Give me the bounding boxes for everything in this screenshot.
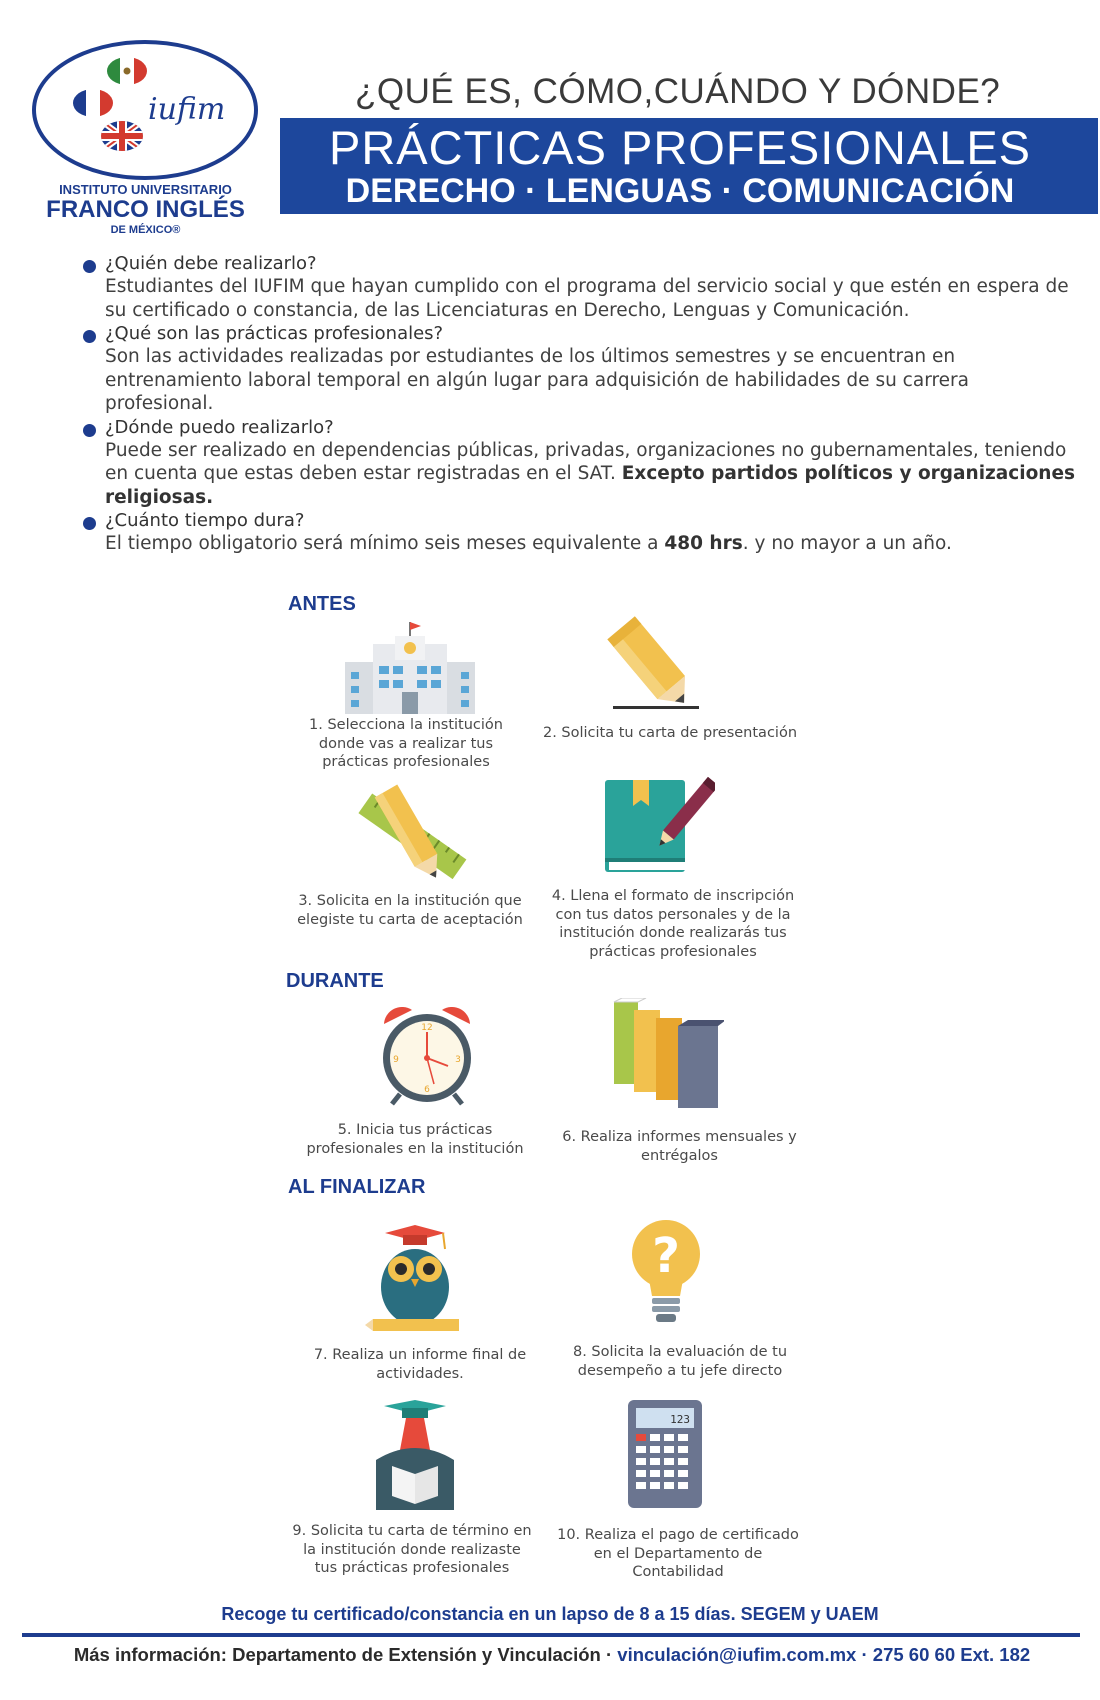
faq-question: ¿Quién debe realizarlo? [105, 253, 317, 274]
faq-question: ¿Qué son las prácticas profesionales? [105, 323, 444, 344]
section-antes: ANTES [288, 593, 356, 615]
faq-answer: Estudiantes del IUFIM que hayan cumplido con el programa del servicio social y que estén en espera de su certificado o constancia, de las Licenciaturas en Derecho, Lenguas y Comunicación. [105, 276, 1069, 321]
bullet-icon [83, 330, 96, 343]
step-9-caption: 9. Solicita tu carta de término en la institución donde realizaste tus prácticas profesionales [292, 1523, 532, 1576]
logo-line-3: DE MÉXICO® [110, 224, 181, 236]
bullet-icon [83, 424, 96, 437]
svg-text:12: 12 [421, 1023, 433, 1033]
bullet-icon [83, 517, 96, 530]
institution-logo [28, 40, 263, 236]
logo-wordmark: iufim [148, 92, 226, 127]
step-10-caption: 10. Realiza el pago de certificado en el Departamento de Contabilidad [557, 1527, 799, 1580]
footer-contact [22, 1644, 1082, 1666]
uk-flag-icon [100, 120, 144, 152]
page-subtitle: DERECHO · LENGUAS · COMUNICACIÓN [345, 172, 1015, 210]
step-3-caption: 3. Solicita en la institución que elegiste tu carta de aceptación [297, 893, 523, 928]
calculator-display: 123 [670, 1413, 690, 1426]
footer-phone: · 275 60 60 Ext. 182 [856, 1644, 1031, 1665]
pencil-icon [605, 612, 705, 712]
faq-question: ¿Dónde puedo realizarlo? [105, 416, 334, 438]
step-6-caption: 6. Realiza informes mensuales y entrégalos [562, 1129, 797, 1164]
step-7-caption: 7. Realiza un informe final de actividades. [313, 1347, 527, 1382]
logo-line-2: FRANCO INGLÉS [46, 196, 245, 223]
footer-divider [22, 1633, 1080, 1637]
page-title: PRÁCTICAS PROFESIONALES [328, 121, 1032, 174]
faq-question: ¿Cuánto tiempo dura? [105, 510, 305, 531]
faq-item [80, 416, 1080, 510]
svg-text:9: 9 [393, 1055, 399, 1065]
graduate-reading-icon [370, 1400, 460, 1510]
title-banner [280, 118, 1098, 214]
calculator-icon [628, 1400, 702, 1508]
faq-answer-text: . y no mayor a un año. [742, 533, 952, 554]
faq-item [80, 252, 1080, 322]
ruler-pencil-icon [355, 784, 470, 889]
faq-answer [105, 532, 1080, 556]
section-al-finalizar: AL FINALIZAR [288, 1176, 426, 1198]
faq-answer [105, 439, 1080, 510]
svg-text:?: ? [652, 1228, 680, 1284]
svg-text:6: 6 [424, 1085, 430, 1095]
section-durante: DURANTE [286, 970, 384, 992]
step-8-caption: 8. Solicita la evaluación de tu desempeño a tu jefe directo [572, 1344, 788, 1379]
lightbulb-question-icon [630, 1218, 702, 1324]
step-1-caption: 1. Selecciona la institución donde vas a realizar tus prácticas profesionales [309, 717, 503, 770]
step-4-caption: 4. Llena el formato de inscripción con tus datos personales y de la institución donde realizarás tus prácticas profesionales [551, 888, 795, 960]
faq-answer: Son las actividades realizadas por estudiantes de los últimos semestres y se encuentran en entrenamiento laboral temporal en algún lugar para adquisición de habilidades de su carrera profesional. [105, 346, 969, 414]
binders-icon [612, 998, 724, 1110]
bullet-icon [83, 260, 96, 273]
certificate-note: Recoge tu certificado/constancia en un lapso de 8 a 15 días. SEGEM y UAEM [221, 1604, 879, 1624]
step-2-caption: 2. Solicita tu carta de presentación [542, 725, 798, 741]
faq-item [80, 509, 1080, 556]
faq-list [80, 252, 1080, 556]
step-5-caption: 5. Inicia tus prácticas profesionales en la institución [306, 1122, 524, 1157]
building-icon [345, 622, 475, 714]
faq-answer-text: Puede ser realizado en dependencias públicas, privadas, organizaciones no gubernamentales, teniendo en cuenta que estas deben estar registradas en el SAT. [105, 439, 1067, 484]
france-flag-icon [72, 88, 114, 118]
faq-item [80, 322, 1080, 416]
faq-answer-bold: Excepto partidos políticos y organizaciones religiosas. [105, 463, 1076, 508]
alarm-clock-icon [378, 1002, 476, 1106]
owl-graduate-icon [365, 1225, 465, 1333]
mexico-flag-icon [106, 56, 148, 86]
logo-line-1: INSTITUTO UNIVERSITARIO [59, 182, 232, 197]
footer-email-link[interactable]: vinculación@iufim.com.mx [617, 1644, 857, 1665]
header-question: ¿QUÉ ES, CÓMO,CUÁNDO Y DÓNDE? [355, 72, 1001, 111]
book-pen-icon [605, 770, 715, 875]
svg-text:3: 3 [455, 1055, 461, 1065]
footer-label: Más información: Departamento de Extensión y Vinculación · [73, 1644, 618, 1665]
faq-answer-bold: 480 hrs [664, 533, 743, 554]
faq-answer-text: El tiempo obligatorio será mínimo seis meses equivalente a [105, 533, 665, 554]
